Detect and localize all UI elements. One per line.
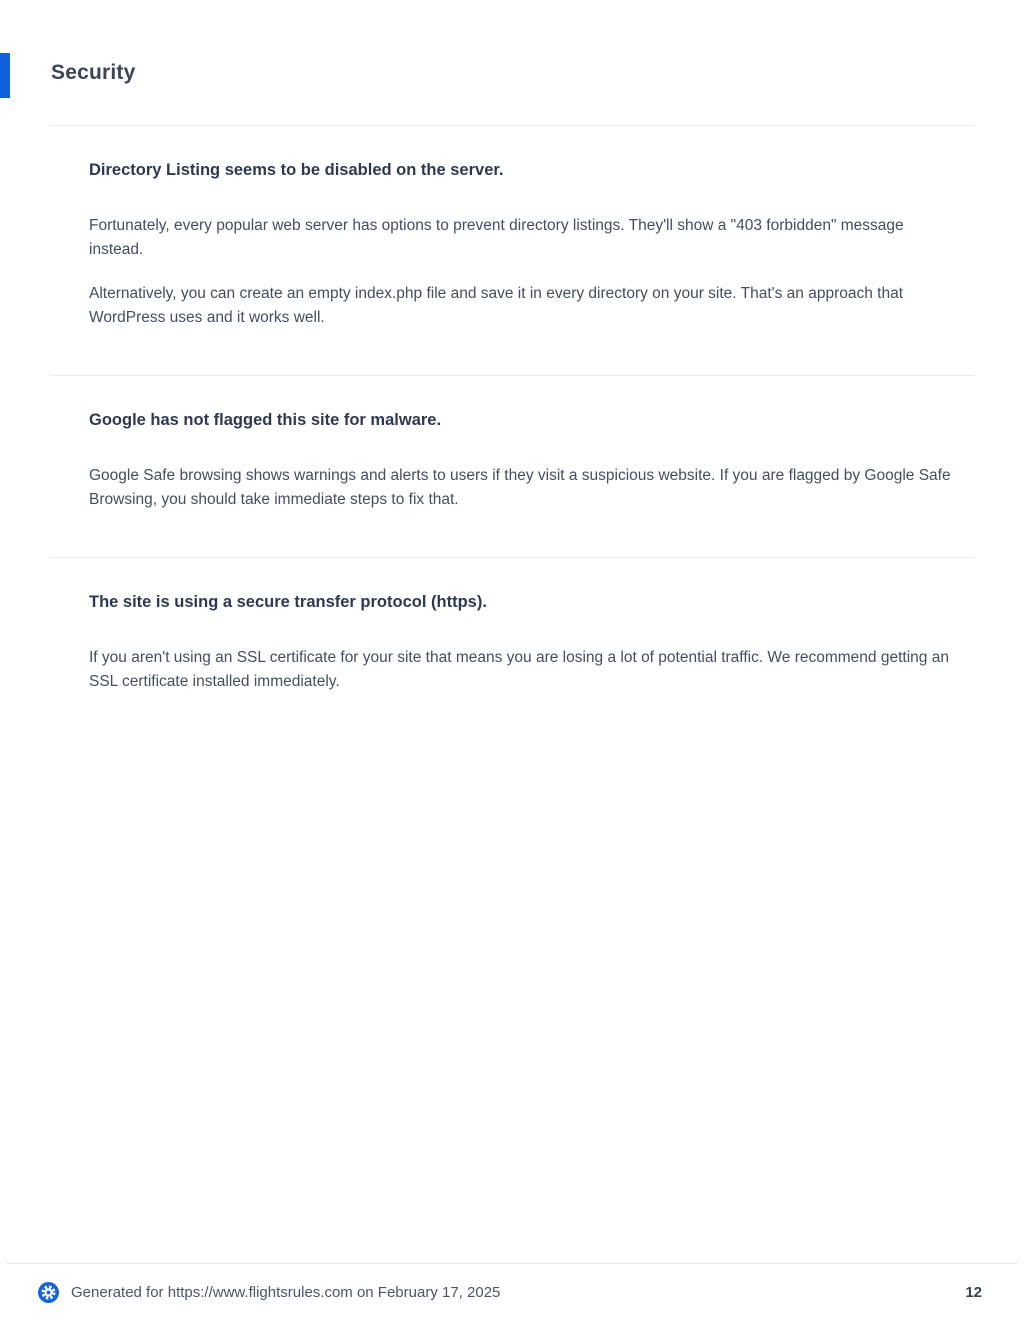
section-heading: Directory Listing seems to be disabled on the server. (89, 161, 504, 179)
section-malware-flag (0, 410, 1024, 511)
gear-icon (38, 1282, 59, 1303)
section-divider (50, 375, 975, 376)
page-title: Security (51, 61, 136, 84)
section-paragraph: Fortunately, every popular web server has options to prevent directory listings. They'll show a "403 forbidden" message instead. (89, 217, 904, 258)
title-divider (50, 125, 975, 126)
section-heading: Google has not flagged this site for malware. (89, 411, 442, 429)
section-divider (50, 557, 975, 558)
footer-generated-text: Generated for https://www.flightsrules.com on February 17, 2025 (71, 1284, 501, 1301)
accent-bar (0, 53, 10, 98)
section-https-protocol (0, 592, 1024, 693)
section-heading: The site is using a secure transfer protocol (https). (89, 593, 487, 611)
section-paragraph: Alternatively, you can create an empty index.php file and save it in every directory on your site. That's an approach that WordPress uses and it works well. (89, 285, 903, 326)
section-paragraph: Google Safe browsing shows warnings and alerts to users if they visit a suspicious website. If you are flagged by Google Safe Browsing, you should take immediate steps to fix that. (89, 467, 951, 508)
page-footer (6, 1263, 1018, 1303)
section-paragraph: If you aren't using an SSL certificate for your site that means you are losing a lot of potential traffic. We recommend getting an SSL certificate installed immediately. (89, 649, 949, 690)
section-directory-listing (0, 160, 1024, 329)
page-number: 12 (965, 1284, 982, 1301)
